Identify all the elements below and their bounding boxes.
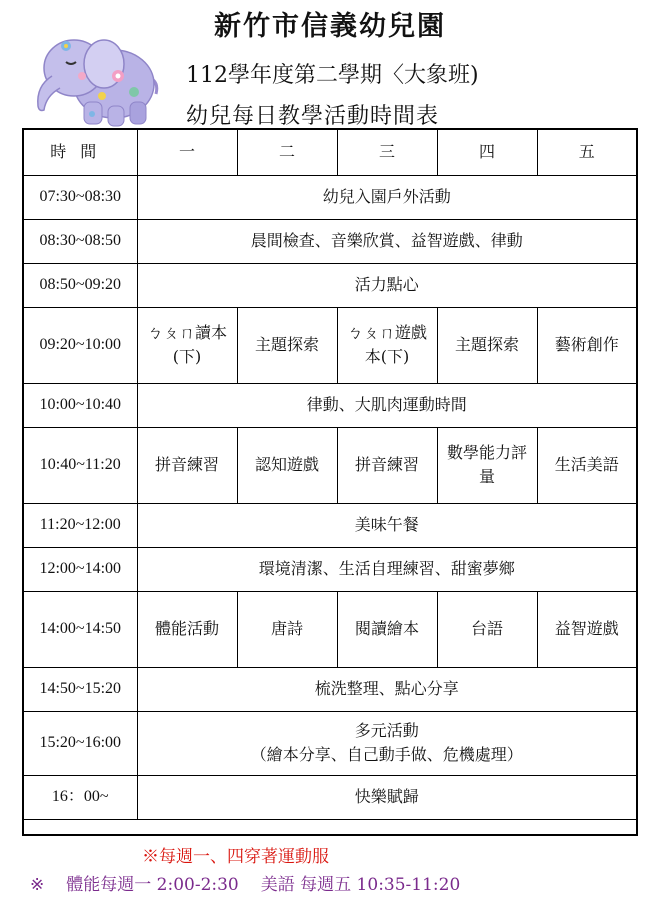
table-row (23, 711, 637, 775)
activity-all-days: 梳洗整理、點心分享 (137, 667, 637, 711)
table-row (23, 591, 637, 667)
table-row (23, 667, 637, 711)
table-row (23, 775, 637, 819)
time-slot: 12:00~14:00 (23, 547, 137, 591)
activity-fri: 藝術創作 (537, 307, 637, 383)
time-slot: 09:20~10:00 (23, 307, 137, 383)
day-header-fri: 五 (537, 129, 637, 175)
day-header-tue: 二 (237, 129, 337, 175)
activity-wed: 拼音練習 (337, 427, 437, 503)
time-slot: 08:30~08:50 (23, 219, 137, 263)
activity-mon: ㄅㄆㄇ讀本(下) (137, 307, 237, 383)
activity-all-days: 律動、大肌肉運動時間 (137, 383, 637, 427)
activity-thu: 台語 (437, 591, 537, 667)
pe-note: 體能每週一 2:00-2:30 (66, 875, 239, 895)
time-slot: 14:00~14:50 (23, 591, 137, 667)
activity-mon: 體能活動 (137, 591, 237, 667)
activity-detail: （繪本分享、自己動手做、危機處理） (250, 745, 523, 764)
table-row (23, 503, 637, 547)
schedule-table (22, 128, 638, 836)
table-row (23, 307, 637, 383)
activity-thu: 數學能力評量 (437, 427, 537, 503)
table-row (23, 547, 637, 591)
school-name: 新竹市信義幼兒園 (214, 11, 446, 42)
activity-all-days: 晨間檢查、音樂欣賞、益智遊戲、律動 (137, 219, 637, 263)
activity-wed: 閱讀繪本 (337, 591, 437, 667)
day-header-wed: 三 (337, 129, 437, 175)
elephant-mascot-icon (22, 26, 162, 132)
table-row (23, 175, 637, 219)
semester-title: 112學年度第二學期〈大象班) (186, 63, 479, 88)
activity-all-days: 幼兒入園戶外活動 (137, 175, 637, 219)
activity-tue: 主題探索 (237, 307, 337, 383)
uniform-note: ※每週一、四穿著運動服 (142, 847, 329, 867)
time-slot: 15:20~16:00 (23, 711, 137, 775)
time-slot: 08:50~09:20 (23, 263, 137, 307)
day-header-mon: 一 (137, 129, 237, 175)
schedule-subtitle: 幼兒每日教學活動時間表 (186, 104, 440, 129)
activity-tue: 唐詩 (237, 591, 337, 667)
time-slot: 14:50~15:20 (23, 667, 137, 711)
time-slot: 10:40~11:20 (23, 427, 137, 503)
table-row (23, 219, 637, 263)
time-slot: 16：00~ (23, 775, 137, 819)
table-footer-row (23, 819, 637, 835)
time-slot: 10:00~10:40 (23, 383, 137, 427)
day-header-thu: 四 (437, 129, 537, 175)
activity-title: 多元活動 (354, 721, 419, 740)
activity-wed: ㄅㄆㄇ遊戲本(下) (337, 307, 437, 383)
activity-all-days: 快樂賦歸 (137, 775, 637, 819)
activity-thu: 主題探索 (437, 307, 537, 383)
table-row (23, 427, 637, 503)
activity-all-days: 美味午餐 (137, 503, 637, 547)
activity-all-days: 活力點心 (137, 263, 637, 307)
activity-fri: 生活美語 (537, 427, 637, 503)
activity-mon: 拼音練習 (137, 427, 237, 503)
table-row (23, 263, 637, 307)
table-row (23, 383, 637, 427)
activity-tue: 認知遊戲 (237, 427, 337, 503)
activity-all-days: 環境清潔、生活自理練習、甜蜜夢鄉 (137, 547, 637, 591)
class-schedule-note (30, 870, 460, 895)
time-slot: 11:20~12:00 (23, 503, 137, 547)
note-mark: ※ (30, 875, 45, 895)
english-note: 美語 每週五 10:35-11:20 (260, 875, 461, 895)
time-slot: 07:30~08:30 (23, 175, 137, 219)
activity-all-days (137, 711, 637, 775)
activity-fri: 益智遊戲 (537, 591, 637, 667)
empty-footer-cell (23, 819, 637, 835)
time-column-header: 時間 (23, 129, 137, 175)
table-header-row (23, 129, 637, 175)
